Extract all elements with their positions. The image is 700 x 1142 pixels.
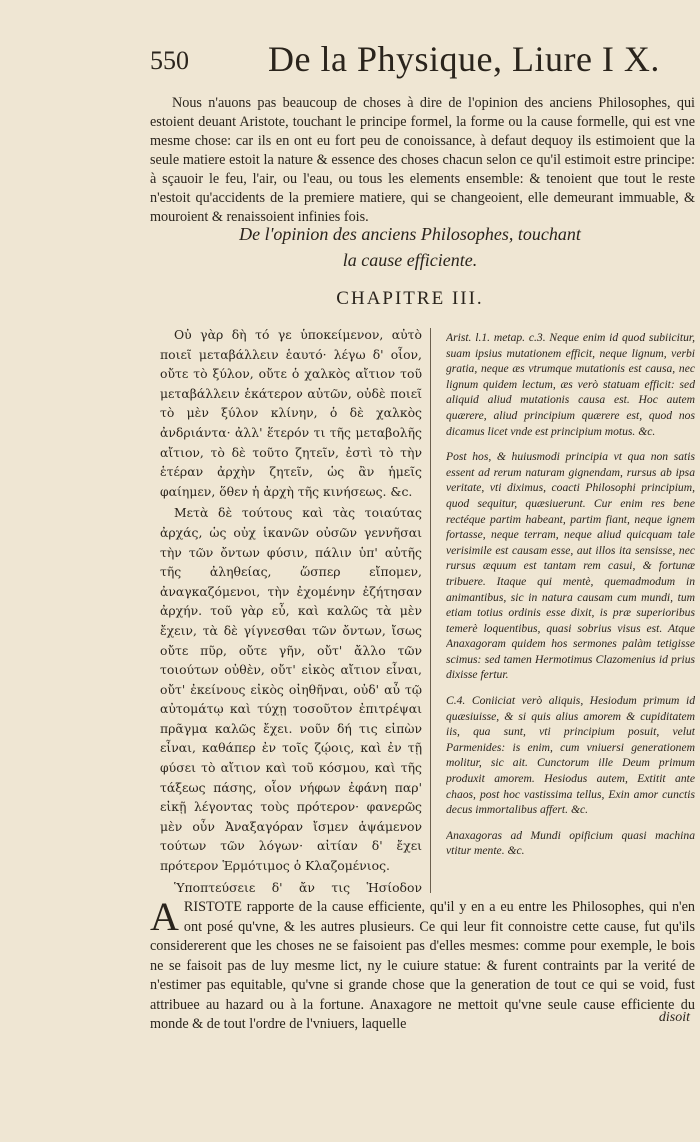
drop-capital: A bbox=[150, 894, 179, 939]
running-title: De la Physique, Liure I X. bbox=[268, 39, 660, 79]
latin-paragraph: Arist. l.1. metap. c.3. Neque enim id quod subiicitur, suam ipsius mutationem efficit, neque lignum, verbi gratia, neque æs vtrumque mutationis est causa, nec lignum quidem lectum, æs verò statuam efficit: sed aliquid aliud mutationis causa est. Hoc autem quærere, aliud principium quærere est, quod nos dicamus licet vnde est principium motus. &c. bbox=[446, 331, 695, 438]
section-heading-line-1: De l'opinion des anciens Philosophes, touchant bbox=[239, 224, 581, 244]
greek-paragraph: Οὐ γὰρ δὴ τό γε ὑποκείμενον, αὐτὸ ποιεῖ μεταβάλλειν ἑαυτό· λέγω δ' οἷον, οὔτε τὸ ξύλον, οὔτε ὁ χαλκὸς αἴτιον τοῦ μεταβάλλειν ἑκάτερον αὐτῶν, οὐδὲ ποιεῖ τὸ μὲν ξύλον κλίνην, ὁ δὲ χαλκὸς ἀνδριάντα· ἀλλ' ἕτερόν τι τῆς μεταβολῆς αἴτιον, τὸ δὲ τοῦτο ζητεῖν, ἐστὶ τὸ τὴν ἑτέραν ἀρχὴν ζητεῖν, ὡς ἂν ἡμεῖς φαίημεν, ὅθεν ἡ ἀρχὴ τῆς κινήσεως. &c. bbox=[160, 327, 422, 499]
latin-paragraph: Anaxagoras ad Mundi opificium quasi machina vtitur mente. &c. bbox=[446, 828, 695, 858]
catchword: disoit bbox=[658, 1010, 690, 1025]
greek-paragraph: Μετὰ δὲ τούτους καὶ τὰς τοιαύτας ἀρχάς, ὡς οὐχ ἱκανῶν οὐσῶν γεννῆσαι τὴν τῶν ὄντων φύσιν, πάλιν ὑπ' αὐτῆς τῆς ἀληθείας, ὥσπερ εἴπομεν, ἀναγκαζόμενοι, τὴν ἐχομένην ἐζήτησαν ἀρχήν. τοῦ γὰρ εὖ, καὶ καλῶς τὰ μὲν ἔχειν, τὰ δὲ γίγνεσθαι τῶν ὄντων, ἴσως οὔτε πῦρ, οὔτε γῆν, οὔτ' ἄλλο τῶν τοιούτων οὐθὲν, οὔτ' εἰκὸς αἴτιον εἶναι, οὔτ' ἐκείνους εἰκὸς οἰηθῆναι, οὐδ' αὖ τῷ αὐτομάτῳ καὶ τύχῃ τοσοῦτον ἐπιτρέψαι πρᾶγμα καλῶς ἔχει. νοῦν δή τις εἰπὼν εἶναι, καθάπερ ἐν τοῖς ζῴοις, καὶ ἐν τῇ φύσει τὸ αἴτιον καὶ τοῦ κόσμου, καὶ τῆς τάξεως πάσης, οἷον νήφων ἐφάνη παρ' εἰκῇ λέγοντας τοὺς πρότερον· φανερῶς μὲν οὖν Ἀναξαγόραν ἴσμεν ἁψάμενον τούτων τῶν λόγων· αἰτίαν δ' ἔχει πρότερον Ἑρμότιμος ὁ Κλαζομένιος. bbox=[160, 505, 422, 874]
closing-text: RISTOTE rapporte de la cause efficiente, qu'il y en a eu entre les Philosophes, qui n'en ont posé qu'vne, & les autres plusieurs. Ce qui leur fit connoistre cette cause, fut qu'ils considererent que les choses ne se faisoient pas d'elles mesmes: comme pour exemple, le bois ne se faisoit pas de luy mesme lict, ny le cuiure statue: & furent contraints par la verité de n'estimer pas equitable, qu'vne si grande chose que la generation de tout ce qui se void, fust attribuee au hazard ou à la fortune. Anaxagore ne mettoit qu'vne seule cause efficiente du monde & de tout l'ordre de l'vniuers, laquelle bbox=[150, 899, 695, 1032]
greek-column bbox=[160, 325, 422, 895]
latin-paragraph: C.4. Coniiciat verò aliquis, Hesiodum primum id quæsiuisse, & si quis alius amorem & cupiditatem iis, qua sunt, vti principium posuit, velut Parmenides: is enim, cum vniuersi generationem molitur, sic ait. Cunctorum ille Deum primum produxit amorem. Hesiodus autem, Extitit ante chaos, post hoc vastissima tellus, Exin amor cunctis decus immortalibus affert. &c. bbox=[446, 694, 695, 817]
page-header bbox=[150, 38, 670, 78]
latin-column bbox=[446, 330, 695, 895]
page-number: 550 bbox=[150, 46, 189, 75]
closing-paragraph bbox=[150, 894, 695, 1035]
intro-paragraph: Nous n'auons pas beaucoup de choses à dire de l'opinion des anciens Philosophes, qui estoient deuant Aristote, touchant le principe formel, la forme ou la cause formelle, qui est vne mesme chose: car ils en ont eu fort peu de conoissance, à defaut dequoy ils estimoient que la seule matiere estoit la nature & essence des choses chacun selon ce qu'il estimoit estre principe: à sçauoir le feu, l'air, ou l'eau, ou tous les elements ensemble: & tenoient que tout le reste n'estoit qu'accidents de la premiere matiere, qui se changeoient, elle demeurant immuable, & mouroient & renaissoient infinies fois. bbox=[150, 95, 695, 226]
greek-paragraph: Ὑποπτεύσειε δ' ἄν τις Ἡσίοδον bbox=[174, 879, 422, 895]
latin-paragraph: Post hos, & huiusmodi principia vt qua non satis essent ad rerum naturam gignendam, rursus ab ipsa veritate, vti diximus, coacti Philosophi principium, quod sequitur, quæsiuerunt. Cur enim res bene rectéque partim habeant, partim fiant, neque ignem fortasse, neque terram, neque aliud quicquam tale verisimile est causam esse, aut illos ita sensisse, nec rursus æquum est tantam rem casui, & fortunæ tribuere. Itaque qui mentè, quemadmodum in animantibus, sic in natura causam cum mundi, tum etiam totius ordinis esse dixit, is præ superioribus temerè loquentibus, quasi sobrius visus est. Atque Anaxagoram quidem hos sermones palàm tetigisse scimus: sed tamen Hermotimus Clazomenius id prius dixisse fertur. bbox=[446, 450, 695, 682]
chapter-title: CHAPITRE III. bbox=[336, 288, 484, 309]
section-heading-line-2: la cause efficiente. bbox=[342, 250, 478, 270]
column-divider bbox=[430, 328, 431, 893]
